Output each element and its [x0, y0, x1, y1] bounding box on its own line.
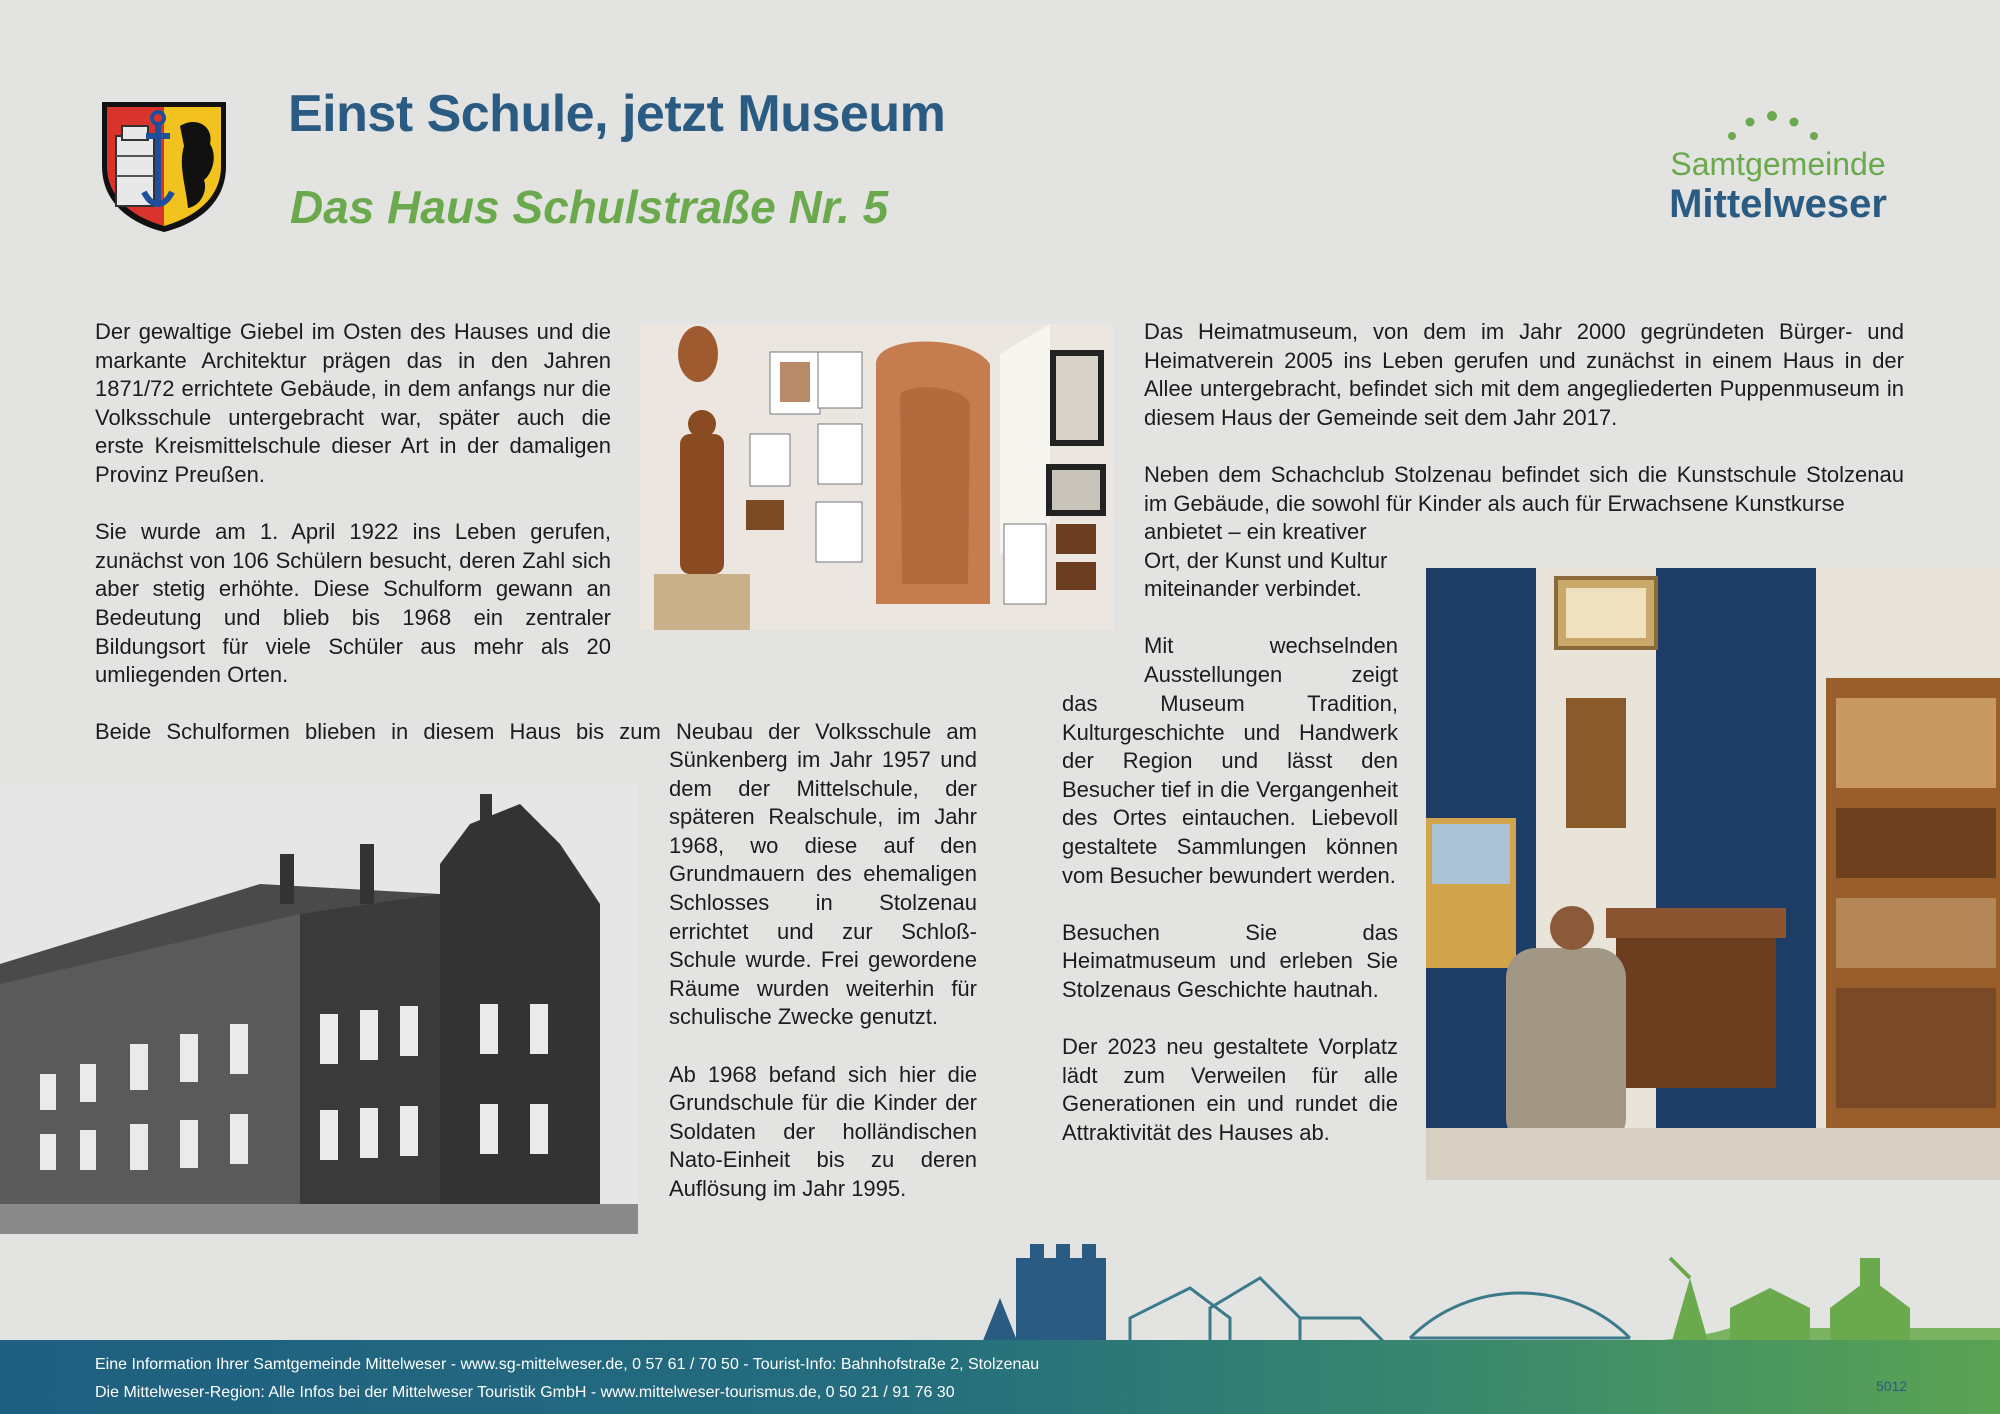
paragraph-exhibitions-lead: Mit wechselnden Ausstellungen zeigt	[1144, 633, 1398, 687]
poster-code: 5012	[1876, 1378, 1908, 1394]
paragraph-kunstschule: Neben dem Schachclub Stolzenau befindet sich die Kunstschule Stolzenau im Gebäude, die sowohl für Kinder als auch für Erwachsene Kunstkurse	[1144, 461, 1904, 516]
right-narrow-text-top	[1144, 518, 1398, 690]
paragraph-school-1922: Sie wurde am 1. April 1922 ins Leben gerufen, zunächst von 106 Schülern besucht, deren Zahl sich aber stetig erhöhte. Diese Schulform gewann an Bedeutung und blieb bis 1968 ein zentraler Bildungsort für viele Schüler aus mehr als 20 umliegenden Orten.	[95, 519, 611, 688]
logo-dots-icon	[1726, 110, 1826, 144]
footer-bar	[0, 1340, 2000, 1414]
paragraph-vorplatz: Der 2023 neu gestaltete Vorplatz lädt zum Verweilen für alle Generationen ein und rundet die Attraktivität des Hauses ab.	[1062, 1034, 1398, 1145]
paragraph-heimatmuseum: Das Heimatmuseum, von dem im Jahr 2000 gegründeten Bürger- und Heimatverein 2005 ins Leben gerufen und zunächst in einem Haus in der Allee untergebracht, befindet sich mit dem angegliederten Puppenmuseum in diesem Haus der Gemeinde seit dem Jahr 2017.	[1144, 319, 1904, 430]
page-subtitle: Das Haus Schulstraße Nr. 5	[290, 181, 889, 233]
right-narrow-text-bottom	[1062, 690, 1398, 1176]
museum-wall-photo	[640, 324, 1114, 630]
paragraph-exhibitions: das Museum Tradition, Kulturgeschichte und Handwerk der Region und lässt den Besucher tief in die Vergangenheit des Ortes eintauchen. Liebevoll gestaltete Sammlungen können vom Besucher bewundert werden.	[1062, 691, 1398, 888]
page-title: Einst Schule, jetzt Museum	[288, 85, 946, 143]
footer-info-line: Eine Information Ihrer Samtgemeinde Mittelweser - www.sg-mittelweser.de, 0 57 61 / 70 50 - Tourist-Info: Bahnhofstraße 2, Stolzenau	[95, 1356, 1040, 1373]
paragraph-visit: Besuchen Sie das Heimatmuseum und erleben Sie Stolzenaus Geschichte hautnah.	[1062, 919, 1398, 1002]
middle-column-text	[669, 746, 977, 1232]
paragraph-both-schools-lead: Beide Schulformen blieben in diesem Haus bis zum Neubau der Volksschule am	[95, 719, 977, 744]
logo-text-mittelweser: Mittelweser	[1669, 182, 1887, 226]
coat-of-arms-icon	[96, 96, 232, 236]
logo-text-samtgemeinde: Samtgemeinde	[1670, 146, 1886, 182]
paragraph-grundschule-1968: Ab 1968 befand sich hier die Grundschule für die Kinder der Soldaten der holländischen Nato-Einheit bis zu deren Auflösung im Jahr 1995.	[669, 1061, 977, 1201]
left-column-text	[95, 318, 611, 718]
footer-region-line: Die Mittelweser-Region: Alle Infos bei der Mittelweser Touristik GmbH - www.mittelweser-tourismus.de, 0 50 21 / 91 76 30	[95, 1384, 955, 1401]
paragraph-architecture: Der gewaltige Giebel im Osten des Hauses und die markante Architektur prägen das in den Jahren 1871/72 errichtete Gebäude, in dem anfangs nur die Volksschule untergebracht war, später auch die erste Kreismittelschule dieser Art in der damaligen Provinz Preußen.	[95, 319, 611, 487]
paragraph-both-schools: Sünkenberg im Jahr 1957 und dem der Mittelschule, der späteren Realschule, im Jahr 1968, wo diese auf den Grundmauern des ehemaligen Schlosses in Stolzenau errichtet und zur Schloß-Schule wurde. Frei gewordene Räume wurden weiterhin für schulische Zwecke genutzt.	[669, 747, 977, 1030]
historic-school-photo	[0, 784, 638, 1234]
paragraph-kunstschule-rest: anbietet – ein kreativer Ort, der Kunst und Kultur miteinander verbindet.	[1144, 519, 1388, 602]
right-column-text	[1144, 318, 1904, 518]
museum-interior-photo	[1426, 568, 2000, 1180]
